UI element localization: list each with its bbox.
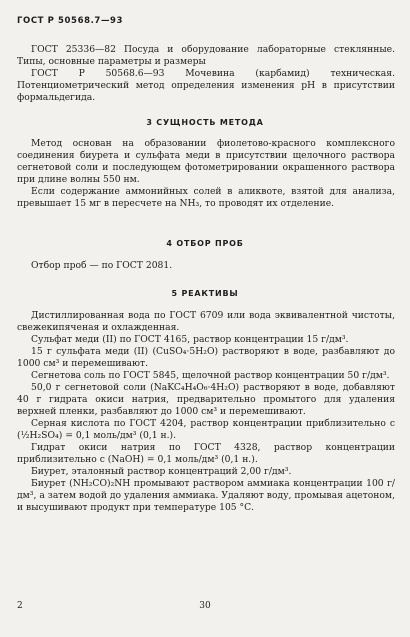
section-reagents-body — [17, 310, 395, 514]
footer-page-number-left: 2 — [17, 601, 23, 611]
paragraph: Биурет (NH₂CO)₂NH промывают раствором аммиака концентрации 100 г/дм³, а затем водой до удаления аммиака. Удаляют воду, промывая ацетоном, и высушивают продукт при температуре 105 °С. — [17, 478, 395, 513]
section-title-principle: 3 СУЩНОСТЬ МЕТОДА — [146, 118, 264, 127]
paragraph: Серная кислота по ГОСТ 4204, раствор концентрации приблизительно с (½H₂SO₄) = 0,1 моль/дм³ (0,1 н.). — [17, 418, 395, 441]
paragraph: Метод основан на образовании фиолетово-красного комплексного соединения биурета и сульфата меди в присутствии щелочного раствора сегнетовой соли и последующем фотометрировании окрашенного раствора при длине волны 550 нм. — [17, 138, 395, 185]
paragraph: Дистиллированная вода по ГОСТ 6709 или вода эквивалентной чистоты, свежекипяченая и охлажденная. — [17, 310, 395, 333]
section-title-reagents: 5 РЕАКТИВЫ — [171, 289, 239, 298]
footer-page-number-center: 30 — [199, 601, 211, 611]
references-block — [17, 44, 395, 104]
paragraph: Сульфат меди (II) по ГОСТ 4165, раствор концентрации 15 г/дм³. — [31, 334, 349, 345]
section-principle-body — [17, 138, 395, 210]
paragraph: Отбор проб — по ГОСТ 2081. — [31, 260, 173, 271]
paragraph: Сегнетова соль по ГОСТ 5845, щелочной раствор концентрации 50 г/дм³. — [31, 370, 390, 381]
paragraph: 50,0 г сегнетовой соли (NaKC₄H₄O₆·4H₂O) растворяют в воде, добавляют 40 г гидрата окиси натрия, предварительно промытого для удаления верхней пленки, разбавляют до 1000 см³ и перемешивают. — [17, 382, 395, 417]
paragraph: 15 г сульфата меди (II) (CuSO₄·5H₂O) растворяют в воде, разбавляют до 1000 см³ и перемешивают. — [17, 346, 395, 369]
reference-item: ГОСТ 25336—82 Посуда и оборудование лабораторные стеклянные. Типы, основные параметры и размеры — [17, 44, 395, 67]
reference-item: ГОСТ Р 50568.6—93 Мочевина (карбамид) техническая. Потенциометрический метод определения изменения pH в присутствии формальдегида. — [17, 68, 395, 103]
page-header: ГОСТ Р 50568.7—93 — [17, 16, 124, 26]
section-title-sampling: 4 ОТБОР ПРОБ — [166, 239, 244, 248]
paragraph: Гидрат окиси натрия по ГОСТ 4328, раствор концентрации приблизительно с (NaOH) = 0,1 моль/дм³ (0,1 н.). — [17, 442, 395, 465]
paragraph: Биурет, эталонный раствор концентраций 2,00 г/дм³. — [31, 466, 292, 477]
section-sampling-body — [17, 260, 395, 272]
paragraph: Если содержание аммонийных солей в аликвоте, взятой для анализа, превышает 15 мг в пересчете на NH₃, то проводят их отделение. — [17, 186, 395, 209]
